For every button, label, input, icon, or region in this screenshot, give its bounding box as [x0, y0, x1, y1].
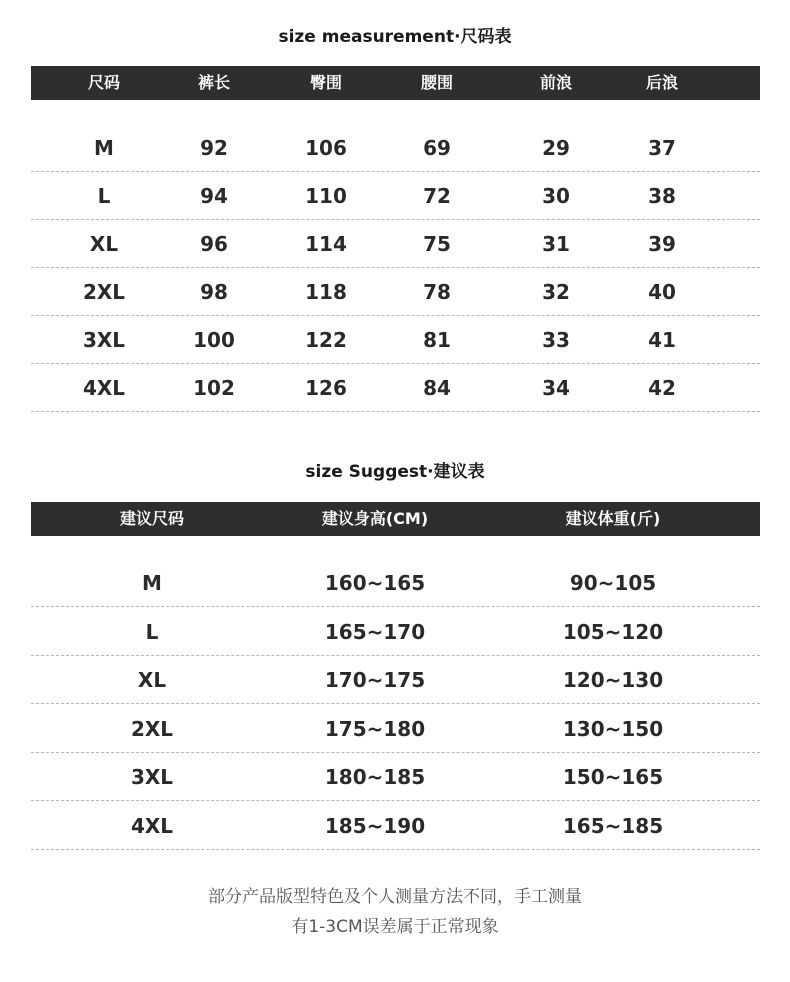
table-row: [31, 559, 760, 607]
measurement-header-cell: 腰围: [420, 73, 454, 92]
table-cell: 102: [193, 376, 235, 400]
table-cell: L: [97, 184, 111, 208]
suggest-title: size Suggest·建议表: [305, 462, 485, 482]
table-cell: 180~185: [324, 765, 426, 789]
table-cell: 84: [423, 376, 451, 400]
table-cell: 92: [200, 136, 228, 160]
table-cell: 42: [648, 376, 676, 400]
table-cell: 114: [305, 232, 347, 256]
table-row: [31, 656, 760, 704]
table-cell: 118: [305, 280, 347, 304]
table-cell: 29: [542, 136, 570, 160]
table-cell: 37: [648, 136, 676, 160]
table-cell: 32: [542, 280, 570, 304]
table-cell: 78: [423, 280, 451, 304]
table-cell: 40: [648, 280, 676, 304]
table-row: [31, 608, 760, 656]
measurement-header-cell: 臀围: [309, 73, 343, 92]
table-cell: 2XL: [82, 280, 126, 304]
table-cell: 130~150: [562, 716, 664, 741]
table-row: [31, 753, 760, 801]
table-cell: 3XL: [82, 328, 126, 352]
table-cell: 96: [200, 232, 228, 256]
table-cell: 39: [648, 232, 676, 256]
table-row: [31, 172, 760, 220]
table-cell: 31: [542, 232, 570, 256]
table-cell: 110: [305, 184, 347, 208]
table-cell: 106: [305, 136, 347, 160]
table-cell: 33: [542, 328, 570, 352]
suggest-header-cell: 建议身高(CM): [321, 509, 429, 528]
table-cell: 4XL: [82, 376, 126, 400]
table-cell: 34: [542, 376, 570, 400]
measurement-header-cell: 裤长: [197, 73, 231, 92]
table-cell: 170~175: [324, 668, 426, 692]
measurement-header-cell: 尺码: [87, 73, 121, 92]
table-cell: 165~185: [562, 813, 664, 838]
measurement-header-cell: 前浪: [539, 73, 573, 92]
table-cell: 75: [423, 232, 451, 256]
table-cell: 98: [200, 280, 228, 304]
table-row: [31, 705, 760, 753]
suggest-header: [31, 502, 760, 536]
table-row: [31, 220, 760, 268]
measurement-header: [31, 66, 760, 100]
table-cell: 185~190: [324, 813, 426, 838]
suggest-header-cell: 建议尺码: [119, 509, 185, 528]
table-row: [31, 364, 760, 412]
table-row: [31, 316, 760, 364]
measurement-title: size measurement·尺码表: [278, 27, 512, 47]
note-line-2: 有1-3CM误差属于正常现象: [291, 917, 499, 937]
table-cell: 100: [193, 328, 235, 352]
table-cell: 4XL: [130, 813, 174, 838]
table-cell: 120~130: [562, 668, 664, 692]
table-cell: 69: [423, 136, 451, 160]
table-cell: 72: [423, 184, 451, 208]
table-cell: 150~165: [562, 765, 664, 789]
table-cell: 175~180: [324, 716, 426, 741]
table-cell: 126: [305, 376, 347, 400]
table-cell: XL: [137, 668, 167, 692]
table-cell: 30: [542, 184, 570, 208]
table-row: [31, 268, 760, 316]
table-cell: L: [145, 619, 159, 644]
table-row: [31, 802, 760, 850]
table-cell: XL: [89, 232, 119, 256]
table-cell: M: [94, 136, 114, 160]
table-cell: 165~170: [324, 619, 426, 644]
table-cell: 81: [423, 328, 451, 352]
table-cell: M: [142, 571, 162, 595]
table-cell: 38: [648, 184, 676, 208]
table-cell: 90~105: [569, 571, 657, 595]
note-line-1: 部分产品版型特色及个人测量方法不同，手工测量: [208, 887, 582, 907]
table-row: [31, 124, 760, 172]
measurement-header-cell: 后浪: [645, 73, 679, 92]
table-cell: 2XL: [130, 716, 174, 741]
table-cell: 3XL: [130, 765, 174, 789]
table-cell: 160~165: [324, 571, 426, 595]
table-cell: 41: [648, 328, 676, 352]
suggest-header-cell: 建议体重(斤): [565, 509, 661, 528]
table-cell: 105~120: [562, 619, 664, 644]
table-cell: 94: [200, 184, 228, 208]
table-cell: 122: [305, 328, 347, 352]
